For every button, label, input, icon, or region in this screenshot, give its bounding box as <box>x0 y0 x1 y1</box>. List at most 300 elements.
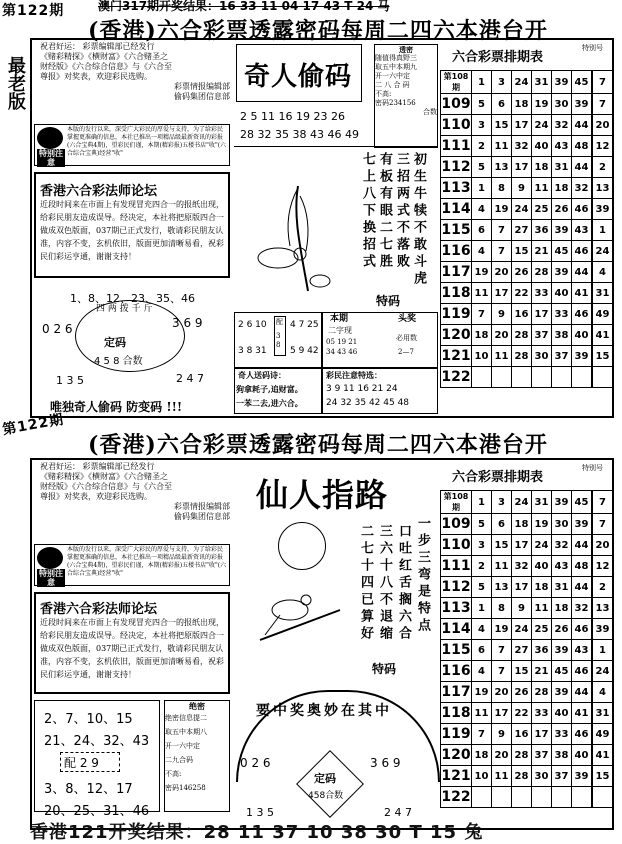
ranking-cell: 45 <box>552 241 572 262</box>
ranking-cell: 20 <box>492 262 512 283</box>
ranking-cell: 28 <box>512 766 532 787</box>
xianren-poem-col1: 二七十四已算好 <box>358 524 373 643</box>
ranking-cell: 13 <box>592 598 613 619</box>
ranking-cell: 27 <box>512 220 532 241</box>
ranking-cell: 8 <box>492 178 512 199</box>
ranking-cell: 17 <box>512 535 532 556</box>
ranking-cell: 40 <box>532 136 552 157</box>
ranking-cell: 11 <box>492 766 512 787</box>
ranking-cell: 20 <box>592 535 613 556</box>
ranking-cell: 3 <box>472 535 492 556</box>
ranking-cell: 44 <box>572 157 593 178</box>
ranking-issue: 112 <box>441 577 472 598</box>
ranking-cell: 15 <box>492 535 512 556</box>
ranking-cell <box>552 367 572 388</box>
ranking-cell <box>592 787 613 808</box>
ranking-cell: 17 <box>492 283 512 304</box>
benqi-head-title: 头奖 <box>398 314 417 324</box>
top-greeting <box>40 42 230 102</box>
ranking-cell: 17 <box>512 577 532 598</box>
xianren-tema-label: 特码 <box>372 662 397 676</box>
b-dm-br: 2 4 7 <box>384 806 412 819</box>
vertical-label: 最老版 <box>5 56 26 110</box>
ranking-issue: 115 <box>441 220 472 241</box>
ranking-cell: 30 <box>532 346 552 367</box>
ranking-cell: 39 <box>572 346 593 367</box>
ranking-cell: 5 <box>472 514 492 535</box>
ranking-issue: 121 <box>441 346 472 367</box>
ranking-cell: 5 <box>472 94 492 115</box>
ranking-cell: 26 <box>552 619 572 640</box>
ranking-cell: 28 <box>532 682 552 703</box>
ranking-cell: 46 <box>572 661 593 682</box>
mima-col-l6: 不高: <box>375 90 392 98</box>
ranking-cell: 32 <box>572 178 593 199</box>
ranking-row <box>441 157 613 178</box>
ranking-cell: 46 <box>572 241 593 262</box>
ranking-cell: 43 <box>552 136 572 157</box>
sun-circle <box>278 522 326 570</box>
b-greeting-line2: 《赌彩精探》《横财富》《六合赌圣之 <box>40 472 168 481</box>
ranking-cell: 11 <box>492 136 512 157</box>
ranking-cell: 33 <box>532 283 552 304</box>
ranking-cell: 19 <box>472 682 492 703</box>
ranking-cell: 20 <box>592 115 613 136</box>
ranking-cell: 7 <box>592 94 613 115</box>
ranking-issue: 118 <box>441 283 472 304</box>
ranking-cell: 41 <box>572 703 593 724</box>
ranking-cell: 39 <box>552 682 572 703</box>
greeting-line4: 尊报》对奖表，欢迎彩民选购。 <box>40 72 152 81</box>
ranking-row <box>441 136 613 157</box>
ranking-cell: 41 <box>572 283 593 304</box>
ranking-cell: 24 <box>592 661 613 682</box>
caimin-title: 彩民注意特选： <box>326 370 382 380</box>
benqi-sub: 二字现 <box>328 326 352 335</box>
mima-right-code: 3 6 9 <box>172 316 203 330</box>
ranking-cell: 11 <box>532 178 552 199</box>
ranking-row <box>441 703 613 724</box>
ranking-cell: 45 <box>552 661 572 682</box>
ranking-cell: 12 <box>592 556 613 577</box>
ranking-row <box>441 220 613 241</box>
ranking-cell: 17 <box>512 157 532 178</box>
mima-ring-text: 四 两 拨 千 斤 <box>96 304 153 314</box>
b-notice-badge: 特别注意 <box>39 568 63 587</box>
ranking-cell: 18 <box>472 745 492 766</box>
ranking-cell: 18 <box>532 577 552 598</box>
ranking-cell: 46 <box>572 724 593 745</box>
ranking-cell: 24 <box>592 241 613 262</box>
qiren-poem-l1: 狗拿耗子,追财富。 <box>236 384 303 394</box>
ranking-issue: 121 <box>441 766 472 787</box>
ranking-issue: 第108期 <box>441 71 472 94</box>
ranking-cell: 39 <box>552 71 572 94</box>
b-greeting-line1: 祝君好运： 彩票编辑部已经发行 <box>40 462 155 471</box>
ranking-cell: 18 <box>472 325 492 346</box>
grid1-mid-label: 配 <box>276 318 283 326</box>
ranking-cell: 44 <box>572 682 593 703</box>
ranking-cell: 46 <box>572 199 593 220</box>
ranking-row <box>441 724 613 745</box>
bottom-nums-a: 2、7、10、15 <box>44 712 133 727</box>
b-greeting-signoff2: 偷码集团信息部 <box>174 512 230 521</box>
ranking-cell: 19 <box>532 94 552 115</box>
ranking-cell <box>532 787 552 808</box>
ranking-row <box>441 178 613 199</box>
ranking-issue: 113 <box>441 598 472 619</box>
ranking-issue: 第108期 <box>441 491 472 514</box>
mima-col-l3: 取五中本期九 <box>375 63 417 71</box>
ranking-issue: 119 <box>441 304 472 325</box>
ranking-cell: 26 <box>512 682 532 703</box>
ranking-cell: 7 <box>472 304 492 325</box>
ranking-cell: 7 <box>592 514 613 535</box>
ranking-cell: 31 <box>552 157 572 178</box>
ranking-issue: 115 <box>441 640 472 661</box>
ranking-cell: 40 <box>572 325 593 346</box>
greeting-line3: 财经版》《六合综合信息》与《六合至 <box>40 62 172 71</box>
benqi-nums: 05 19 21 <box>326 338 358 346</box>
ranking-cell: 46 <box>572 619 593 640</box>
arch-text: 要中奖奥妙在其中 <box>256 703 392 719</box>
ranking-cell: 11 <box>492 346 512 367</box>
ranking-cell: 31 <box>532 71 552 94</box>
ranking-cell: 28 <box>512 346 532 367</box>
ranking-cell: 30 <box>552 94 572 115</box>
qiren-poem-col4: 初生牛犊不敢斗虎 <box>411 152 426 288</box>
ranking-cell: 25 <box>532 199 552 220</box>
ranking-cell: 30 <box>552 514 572 535</box>
ranking-cell: 46 <box>572 304 593 325</box>
ranking-cell: 1 <box>472 71 492 94</box>
ranking-cell: 48 <box>572 556 593 577</box>
ranking-cell: 25 <box>532 619 552 640</box>
benqi-nums2: 34 43 46 <box>326 348 358 356</box>
ranking-cell: 1 <box>592 220 613 241</box>
ranking-cell: 9 <box>492 724 512 745</box>
ranking-cell: 30 <box>532 766 552 787</box>
eagle-illustration <box>250 570 350 650</box>
mima-dm-value: 4 5 8 合数 <box>94 356 143 367</box>
xianren-title: 仙人指路 <box>256 476 389 514</box>
qiren-poem-col3: 三招两式不落败 <box>394 152 409 271</box>
b-forum-title: 香港六合彩法师论坛 <box>40 602 158 617</box>
ranking-cell: 32 <box>552 535 572 556</box>
ranking-cell <box>492 787 512 808</box>
grid1-mid-nums: 3 8 <box>276 332 281 349</box>
ranking-row <box>441 766 613 787</box>
forum-title: 香港六合彩法师论坛 <box>40 184 158 199</box>
qiren-poem-l2: 一苯二去,进六合。 <box>236 398 303 408</box>
ranking-cell: 17 <box>532 304 552 325</box>
b-greeting-line4: 尊报》对奖表，欢迎彩民选购。 <box>40 492 152 501</box>
qiren-row1: 2 5 11 16 19 23 26 <box>240 110 345 123</box>
mima-left-code: 0 2 6 <box>42 322 73 336</box>
ranking-cell: 13 <box>492 577 512 598</box>
ranking-cell: 32 <box>552 115 572 136</box>
mima-footer: 唯独奇人偷码 防变码 !!! <box>50 400 183 414</box>
ranking-cell: 37 <box>552 766 572 787</box>
ranking-row <box>441 199 613 220</box>
ranking-cell: 36 <box>532 640 552 661</box>
ranking-cell: 10 <box>472 346 492 367</box>
b-greeting-signoff1: 彩票情报编辑部 <box>174 502 230 511</box>
ranking-issue: 122 <box>441 367 472 388</box>
ranking-corner-top: 特别号 <box>582 44 603 52</box>
mima-bottom-right: 2 4 7 <box>176 372 204 385</box>
ranking-cell: 40 <box>572 745 593 766</box>
ranking-cell <box>532 367 552 388</box>
ranking-cell: 24 <box>532 115 552 136</box>
ranking-cell: 22 <box>512 283 532 304</box>
ranking-cell: 8 <box>492 598 512 619</box>
bottom-forum <box>34 592 230 694</box>
mima-col-l1: 透密 <box>399 45 413 54</box>
ranking-cell: 7 <box>592 71 613 94</box>
ranking-cell: 38 <box>552 325 572 346</box>
ranking-row <box>441 514 613 535</box>
ranking-cell: 24 <box>532 535 552 556</box>
ranking-cell: 2 <box>592 157 613 178</box>
ranking-cell: 7 <box>492 241 512 262</box>
bottom-header-title: (香港)六合彩票透露密码每周二四六本港台开 <box>88 432 548 458</box>
ranking-cell: 37 <box>532 745 552 766</box>
ranking-issue: 122 <box>441 787 472 808</box>
ranking-issue: 116 <box>441 661 472 682</box>
ranking-cell: 13 <box>592 178 613 199</box>
ranking-cell: 3 <box>492 491 512 514</box>
qiren-row2: 28 32 35 38 43 46 49 <box>240 128 359 141</box>
ranking-cell: 32 <box>512 136 532 157</box>
ranking-cell: 37 <box>532 325 552 346</box>
ranking-issue: 118 <box>441 703 472 724</box>
b-dm-right: 3 6 9 <box>370 756 401 770</box>
ranking-cell: 4 <box>592 262 613 283</box>
b-dm-label: 定码 <box>314 772 336 785</box>
ranking-issue: 120 <box>441 325 472 346</box>
ranking-issue: 119 <box>441 724 472 745</box>
ranking-cell: 36 <box>532 220 552 241</box>
ranking-cell: 15 <box>592 766 613 787</box>
mima-col-l5: 二 八 合 码 <box>375 81 410 89</box>
ranking-corner-bottom: 特别号 <box>582 464 603 472</box>
ranking-cell: 17 <box>512 115 532 136</box>
top-notice <box>34 124 230 166</box>
ranking-row <box>441 745 613 766</box>
greeting-signoff1: 彩票情报编辑部 <box>174 82 230 91</box>
greeting-signoff2: 偷码集团信息部 <box>174 92 230 101</box>
ranking-cell: 2 <box>472 556 492 577</box>
ranking-issue: 109 <box>441 94 472 115</box>
ranking-cell: 43 <box>552 556 572 577</box>
caimin-row1: 3 9 11 16 21 24 <box>326 384 398 394</box>
ranking-cell: 38 <box>552 745 572 766</box>
ranking-cell: 12 <box>592 136 613 157</box>
ranking-row <box>441 115 613 136</box>
ranking-cell: 18 <box>552 178 572 199</box>
ranking-cell: 3 <box>472 115 492 136</box>
ranking-cell: 28 <box>512 325 532 346</box>
ranking-row <box>441 491 613 514</box>
ranking-cell: 3 <box>492 71 512 94</box>
ranking-cell: 15 <box>512 661 532 682</box>
ranking-cell: 39 <box>572 94 593 115</box>
ranking-cell: 15 <box>592 346 613 367</box>
qiren-poem-title: 奇人送码诗： <box>238 370 286 380</box>
ranking-cell: 45 <box>572 71 593 94</box>
juemi-l5: 二九合码 <box>165 756 193 764</box>
juemi-l4: 开一六中定 <box>165 742 200 750</box>
ranking-issue: 117 <box>441 682 472 703</box>
ranking-cell: 24 <box>512 619 532 640</box>
ranking-cell: 11 <box>472 703 492 724</box>
ranking-cell: 48 <box>572 136 593 157</box>
ranking-row <box>441 619 613 640</box>
ranking-cell <box>512 367 532 388</box>
ranking-cell: 9 <box>492 304 512 325</box>
ranking-cell: 1 <box>472 178 492 199</box>
forum-body: 近段时间来在市面上有发现冒充四合一的报纸出现，给彩民朋友造成误导。经决定，本社将把原版四合一做成双色版面，037期已正式发行，敬请彩民朋友认准，内容不变，玄机依旧，版面更加清晰易看，祝彩民们彩运亨通，谢谢支持！ <box>40 200 224 261</box>
benqi-head-sub: 必用数 <box>396 334 417 342</box>
ranking-cell: 18 <box>512 514 532 535</box>
ranking-row <box>441 577 613 598</box>
ranking-cell: 43 <box>572 640 593 661</box>
mima-col-l8: 合数 <box>423 108 437 116</box>
ranking-cell: 17 <box>492 703 512 724</box>
ranking-cell: 49 <box>592 724 613 745</box>
ranking-cell <box>572 787 593 808</box>
ranking-title-bottom: 六合彩票排期表 <box>452 470 544 485</box>
b-forum-body: 近段时间来在市面上有发现冒充四合一的报纸出现，给彩民朋友造成误导。经决定，本社将把原版四合一做成双色版面，037期已正式发行，敬请彩民朋友认准，内容不变，玄机依旧，版面更加清晰易看，祝彩民们彩运亨通，谢谢支持！ <box>40 618 224 679</box>
ranking-cell: 45 <box>572 491 593 514</box>
ranking-cell: 1 <box>472 491 492 514</box>
ranking-cell: 6 <box>472 220 492 241</box>
bomb-icon <box>37 127 63 149</box>
ranking-row <box>441 661 613 682</box>
ranking-cell: 1 <box>592 640 613 661</box>
ranking-row <box>441 682 613 703</box>
ranking-cell: 32 <box>572 598 593 619</box>
ranking-issue: 112 <box>441 157 472 178</box>
ranking-cell: 15 <box>512 241 532 262</box>
ranking-cell: 31 <box>592 283 613 304</box>
ranking-cell: 16 <box>512 724 532 745</box>
ranking-cell: 39 <box>592 619 613 640</box>
ranking-cell: 11 <box>492 556 512 577</box>
ranking-cell: 9 <box>512 598 532 619</box>
ranking-cell: 41 <box>592 745 613 766</box>
grid1-left-nums2: 3 8 31 <box>238 346 267 356</box>
notice-text: 本版的发行以来，深受广大彩民的厚爱与支持，为了给彩民掌握更准确的信息，本社已推出一项精品级最新资讯的彩报(六合宝典4期)，望彩民们谨，本期(精彩报)五楼书店"收"(六合综合宝典)经营"收" <box>67 126 227 157</box>
ranking-cell: 11 <box>532 598 552 619</box>
ranking-cell: 32 <box>512 556 532 577</box>
ranking-cell: 2 <box>472 136 492 157</box>
ranking-cell: 43 <box>572 220 593 241</box>
ranking-cell: 21 <box>532 241 552 262</box>
ranking-cell: 41 <box>592 325 613 346</box>
ranking-cell: 7 <box>492 661 512 682</box>
grid1-left-nums: 2 6 10 <box>238 320 267 330</box>
ranking-cell: 20 <box>492 325 512 346</box>
ranking-cell: 1 <box>472 598 492 619</box>
ranking-cell: 27 <box>512 640 532 661</box>
ranking-issue: 110 <box>441 535 472 556</box>
ranking-cell: 28 <box>512 745 532 766</box>
ranking-cell: 20 <box>492 745 512 766</box>
b-bomb-icon <box>37 547 63 569</box>
willow-pig-illustration <box>238 176 348 296</box>
ranking-cell: 33 <box>532 703 552 724</box>
ranking-cell <box>492 367 512 388</box>
ranking-table-bottom <box>440 490 613 808</box>
ranking-issue: 109 <box>441 514 472 535</box>
b-dm-bl: 1 3 5 <box>246 806 274 819</box>
ranking-row <box>441 94 613 115</box>
bottom-greeting <box>40 462 230 522</box>
grid1-right-nums: 4 7 25 <box>290 320 319 330</box>
ranking-cell: 19 <box>492 619 512 640</box>
ranking-row <box>441 640 613 661</box>
ranking-cell: 39 <box>552 262 572 283</box>
ranking-issue: 114 <box>441 619 472 640</box>
ranking-cell: 39 <box>552 491 572 514</box>
ranking-cell: 17 <box>532 724 552 745</box>
ranking-cell: 6 <box>472 640 492 661</box>
ranking-cell: 19 <box>472 262 492 283</box>
ranking-cell: 44 <box>572 262 593 283</box>
ranking-row <box>441 367 613 388</box>
ranking-cell: 44 <box>572 535 593 556</box>
ranking-cell: 31 <box>552 577 572 598</box>
ranking-cell: 40 <box>552 703 572 724</box>
b-notice-text: 本版的发行以来，深受广大彩民的厚爱与支持，为了给彩民掌握更准确的信息，本社已推出一项精品级最新资讯的彩报(六合宝典4期)，望彩民们谨，本期(精彩报)五楼书店"收"(六合综合宝典)经营"收" <box>67 546 227 577</box>
ranking-row <box>441 304 613 325</box>
ranking-cell: 5 <box>472 577 492 598</box>
ranking-cell: 39 <box>592 199 613 220</box>
ranking-issue: 110 <box>441 115 472 136</box>
grid1-right-nums2: 5 9 42 <box>290 346 319 356</box>
ranking-cell: 9 <box>512 178 532 199</box>
top-header-title: (香港)六合彩票透露密码每周二四六本港台开 <box>88 18 548 44</box>
juemi-l1: 绝密 <box>189 701 205 711</box>
qiren-title: 奇人偷码 <box>244 62 353 92</box>
ranking-row <box>441 556 613 577</box>
ranking-cell <box>592 367 613 388</box>
ranking-cell: 18 <box>552 598 572 619</box>
ranking-cell: 26 <box>512 262 532 283</box>
top-mima-nums1: 1、8、12、23、35、46 <box>70 292 195 305</box>
ranking-cell: 39 <box>552 220 572 241</box>
ranking-cell: 22 <box>512 703 532 724</box>
ranking-cell: 7 <box>492 640 512 661</box>
macau-result-title: 澳门317期开奖结果：16 33 11 04 17 43 T 24 马 <box>98 0 390 13</box>
ranking-row <box>441 535 613 556</box>
greeting-line2: 《赌彩精探》《横财富》《六合赌圣之 <box>40 52 168 61</box>
benqi-title: 本期 <box>330 314 349 324</box>
bottom-nums-c: 3、8、12、17 <box>44 782 133 797</box>
juemi-l2: 绝密信息提二 <box>165 714 207 722</box>
ranking-cell: 28 <box>532 262 552 283</box>
ranking-cell: 24 <box>512 491 532 514</box>
ranking-cell: 11 <box>472 283 492 304</box>
ranking-cell: 4 <box>472 619 492 640</box>
ranking-issue: 116 <box>441 241 472 262</box>
ranking-cell: 40 <box>532 556 552 577</box>
qiren-poem-col1: 七上八下换招式 <box>360 152 375 271</box>
ranking-row <box>441 71 613 94</box>
b-dm-left: 0 2 6 <box>240 756 271 770</box>
